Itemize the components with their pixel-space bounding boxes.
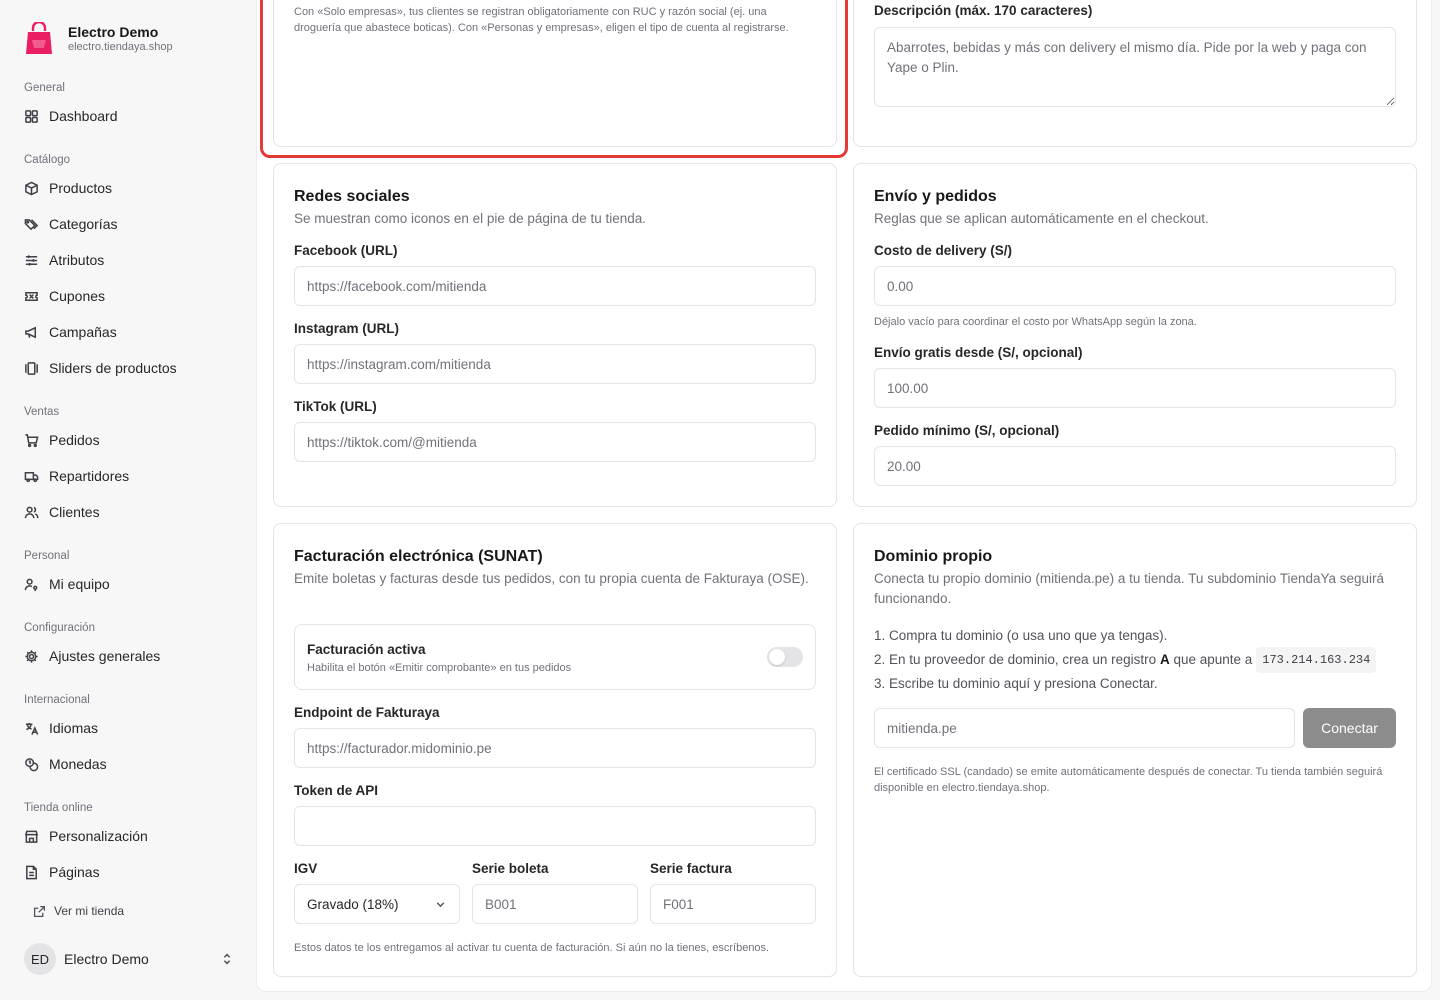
min-order-label: Pedido mínimo (S/, opcional): [874, 423, 1060, 438]
dashboard-icon: [24, 109, 39, 124]
users-icon: [24, 505, 39, 520]
user-name: Electro Demo: [64, 951, 149, 967]
sidebar-item-label: Páginas: [49, 864, 100, 880]
sidebar: [0, 0, 256, 1000]
boleta-series-label: Serie boleta: [472, 861, 549, 876]
domain-step-2-pre: 2. En tu proveedor de dominio, crea un registro: [874, 652, 1157, 667]
instagram-input[interactable]: [294, 344, 816, 384]
customer-type-card: [273, 0, 837, 147]
sidebar-item-label: Pedidos: [49, 432, 100, 448]
endpoint-label: Endpoint de Fakturaya: [294, 705, 440, 720]
sidebar-item-label: Ajustes generales: [49, 648, 161, 664]
sidebar-item-categorias[interactable]: [0, 206, 256, 242]
custom-domain-card: [853, 523, 1417, 977]
avatar: ED: [24, 943, 56, 975]
domain-step-1: 1. Compra tu dominio (o usa uno que ya tengas).: [874, 628, 1168, 643]
sidebar-item-label: Productos: [49, 180, 113, 196]
social-subtitle: Se muestran como iconos en el pie de página de tu tienda.: [294, 211, 646, 226]
shipping-title: Envío y pedidos: [874, 188, 997, 205]
token-input[interactable]: [294, 806, 816, 846]
facebook-label: Facebook (URL): [294, 243, 398, 258]
factura-series-input[interactable]: [650, 884, 816, 924]
billing-subtitle: Emite boletas y facturas desde tus pedidos, con tu propia cuenta de Fakturaya (OSE).: [294, 571, 809, 586]
billing-title: Facturación electrónica (SUNAT): [294, 548, 543, 565]
sidebar-item-idiomas[interactable]: [0, 710, 256, 746]
sidebar-item-cupones[interactable]: [0, 278, 256, 314]
sidebar-item-label: Atributos: [49, 252, 105, 268]
social-title: Redes sociales: [294, 188, 410, 205]
brand-name: Electro Demo: [68, 24, 159, 40]
sliders-icon: [24, 253, 39, 268]
external-link-icon: [33, 905, 46, 918]
factura-series-label: Serie factura: [650, 861, 732, 876]
shipping-subtitle: Reglas que se aplican automáticamente en el checkout.: [874, 211, 1209, 226]
store-logo-icon: [24, 22, 54, 56]
sidebar-item-label: Sliders de productos: [49, 360, 177, 376]
billing-active-toggle[interactable]: [767, 647, 803, 667]
user-key-icon: [24, 577, 39, 592]
facebook-input[interactable]: [294, 266, 816, 306]
brand-domain: electro.tiendaya.shop: [68, 41, 173, 53]
domain-step-3: 3. Escribe tu dominio aquí y presiona Conectar.: [874, 676, 1158, 691]
coins-icon: [24, 757, 39, 772]
sidebar-item-mi-equipo[interactable]: [0, 566, 256, 602]
sidebar-item-atributos[interactable]: [0, 242, 256, 278]
free-shipping-label: Envío gratis desde (S/, opcional): [874, 345, 1083, 360]
view-store-link[interactable]: [33, 904, 124, 918]
billing-active-title: Facturación activa: [307, 642, 426, 657]
domain-step-2: [874, 648, 1396, 672]
tiktok-label: TikTok (URL): [294, 399, 377, 414]
billing-active-row: [294, 624, 816, 690]
sidebar-nav: [0, 78, 256, 890]
gear-icon: [24, 649, 39, 664]
sidebar-item-dashboard[interactable]: [0, 98, 256, 134]
sidebar-item-productos[interactable]: [0, 170, 256, 206]
file-icon: [24, 865, 39, 880]
sidebar-item-label: Clientes: [49, 504, 100, 520]
delivery-cost-label: Costo de delivery (S/): [874, 243, 1013, 258]
sidebar-item-label: Cupones: [49, 288, 106, 304]
gallery-icon: [24, 361, 39, 376]
user-menu[interactable]: [24, 943, 234, 975]
domain-step-2-post: que apunte a: [1173, 652, 1253, 667]
tiktok-input[interactable]: [294, 422, 816, 462]
instagram-label: Instagram (URL): [294, 321, 400, 336]
sidebar-item-ajustes-generales[interactable]: [0, 638, 256, 674]
nav-group-personal: Personal: [24, 550, 70, 562]
sidebar-item-label: Repartidores: [49, 468, 130, 484]
min-order-input[interactable]: [874, 446, 1396, 486]
cart-icon: [24, 433, 39, 448]
endpoint-input[interactable]: [294, 728, 816, 768]
description-label: Descripción (máx. 170 caracteres): [874, 3, 1093, 18]
view-store-label: Ver mi tienda: [54, 904, 125, 918]
main-panel: [256, 0, 1432, 992]
igv-select-value: Gravado (18%): [307, 896, 399, 912]
billing-active-desc: Habilita el botón «Emitir comprobante» en tus pedidos: [307, 662, 572, 674]
domain-title: Dominio propio: [874, 548, 993, 565]
billing-card: [273, 523, 837, 977]
social-networks-card: [273, 163, 837, 507]
domain-ip-code: 173.214.163.234: [1256, 647, 1376, 673]
sidebar-item-paginas[interactable]: [0, 854, 256, 890]
nav-group-general: General: [24, 82, 65, 94]
sidebar-item-label: Campañas: [49, 324, 117, 340]
boleta-series-input[interactable]: [472, 884, 638, 924]
nav-group-ventas: Ventas: [24, 406, 60, 418]
box-icon: [24, 181, 39, 196]
sidebar-item-repartidores[interactable]: [0, 458, 256, 494]
chevrons-up-down-icon: [220, 952, 234, 966]
igv-select[interactable]: [294, 884, 460, 924]
sidebar-item-label: Idiomas: [49, 720, 99, 736]
sidebar-item-label: Monedas: [49, 756, 107, 772]
nav-group-catalogo: Catálogo: [24, 154, 71, 166]
chevron-down-icon: [434, 898, 447, 911]
nav-group-configuracion: Configuración: [24, 622, 95, 634]
token-label: Token de API: [294, 783, 379, 798]
tags-icon: [24, 217, 39, 232]
billing-help: Estos datos te los entregamos al activar tu cuenta de facturación. Si aún no la tienes, escríbenos.: [294, 942, 770, 954]
free-shipping-input[interactable]: [874, 368, 1396, 408]
store-description-card: [853, 0, 1417, 147]
sidebar-item-label: Personalización: [49, 828, 148, 844]
megaphone-icon: [24, 325, 39, 340]
store-icon: [24, 829, 39, 844]
sidebar-item-monedas[interactable]: [0, 746, 256, 782]
description-textarea[interactable]: [874, 27, 1396, 107]
sidebar-item-sliders[interactable]: [0, 350, 256, 386]
customer-type-help: Con «Solo empresas», tus clientes se registran obligatoriamente con RUC y razón social (ej. una droguería que abastece boticas). Con «Personas y empresas», eligen el tipo de cuenta al registrarse.: [294, 6, 789, 34]
sidebar-item-label: Mi equipo: [49, 576, 110, 592]
brand[interactable]: [24, 22, 173, 56]
connect-domain-button[interactable]: Conectar: [1303, 708, 1396, 748]
domain-steps: [874, 624, 1396, 696]
sidebar-item-pedidos[interactable]: [0, 422, 256, 458]
delivery-cost-input[interactable]: [874, 266, 1396, 306]
sidebar-item-clientes[interactable]: [0, 494, 256, 530]
domain-help: El certificado SSL (candado) se emite automáticamente después de conectar. Tu tienda también seguirá disponible en electro.tiendaya.shop.: [874, 766, 1383, 794]
truck-icon: [24, 469, 39, 484]
sidebar-item-label: Categorías: [49, 216, 118, 232]
shipping-card: [853, 163, 1417, 507]
nav-group-tienda-online: Tienda online: [24, 802, 93, 814]
delivery-cost-help: Déjalo vacío para coordinar el costo por WhatsApp según la zona.: [874, 316, 1197, 328]
igv-label: IGV: [294, 861, 318, 876]
nav-group-internacional: Internacional: [24, 694, 90, 706]
domain-input[interactable]: [874, 708, 1295, 748]
sidebar-item-label: Dashboard: [49, 108, 118, 124]
sidebar-item-personalizacion[interactable]: [0, 818, 256, 854]
sidebar-item-campanas[interactable]: [0, 314, 256, 350]
languages-icon: [24, 721, 39, 736]
domain-subtitle: Conecta tu propio dominio (mitienda.pe) a tu tienda. Tu subdominio TiendaYa seguirá funcionando.: [874, 571, 1385, 606]
domain-record-type: A: [1159, 652, 1170, 667]
ticket-icon: [24, 289, 39, 304]
